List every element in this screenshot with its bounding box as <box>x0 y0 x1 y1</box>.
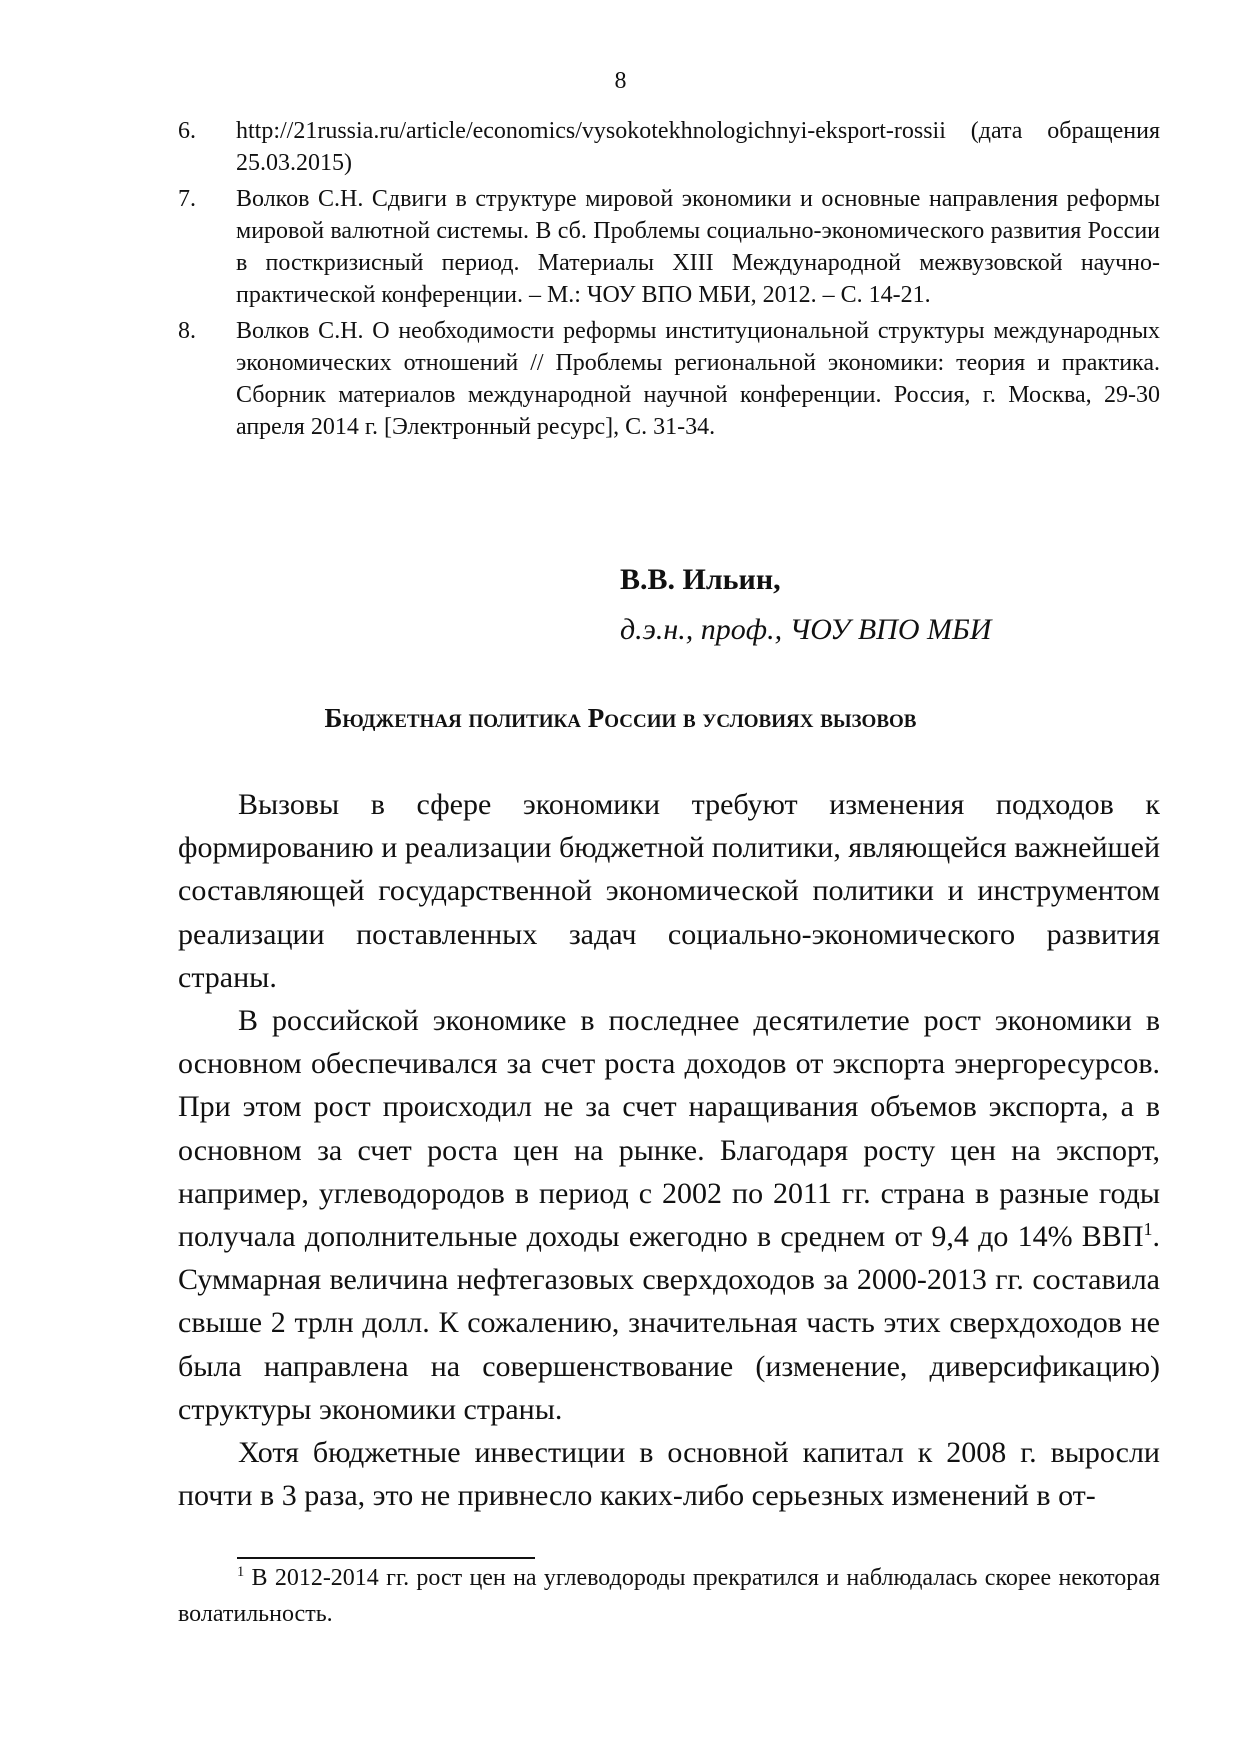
paragraph: Вызовы в сфере экономики требуют изменения подходов к формированию и реализации бюджетной политики, являющейся важнейшей составляющей государственной экономической политики и инструментом реализации поставленных задач социально-экономического развития страны. <box>178 788 1160 994</box>
footnote-text: В 2012-2014 гг. рост цен на углеводороды прекратился и наблюдалась скорее некоторая волатильность. <box>178 1565 1160 1627</box>
reference-text: http://21russia.ru/article/economics/vysokotekhnologichnyi-eksport-rossii (дата обращения 25.03.2015) <box>236 118 1160 176</box>
reference-number: 7. <box>178 186 196 212</box>
paragraph-text: . Суммарная величина нефтегазовых сверхдоходов за 2000-2013 гг. составила свыше 2 трлн долл. К сожалению, значительная часть этих сверхдоходов не была направлена на совершенствование (изменение, диверсификацию) структуры экономики страны. <box>178 1220 1160 1426</box>
page-number: 8 <box>614 68 627 94</box>
reference-list <box>178 115 1160 447</box>
footnote-marker: 1 <box>237 1564 245 1580</box>
reference-item <box>178 183 1160 311</box>
article-body <box>178 783 1160 1517</box>
paragraph: Хотя бюджетные инвестиции в основной капитал к 2008 г. выросли почти в 3 раза, это не привнесло каких-либо серьезных изменений в от- <box>178 1436 1160 1513</box>
reference-number: 6. <box>178 118 196 144</box>
footnote-reference: 1 <box>1143 1219 1153 1240</box>
paragraph-text: В российской экономике в последнее десятилетие рост экономики в основном обеспечивался за счет роста доходов от экспорта энергоресурсов. При этом рост происходил не за счет наращивания объемов экспорта, а в основном за счет роста цен на рынке. Благодаря росту цен на экспорт, например, углеводородов в период с 2002 по 2011 гг. страна в разные годы получала дополнительные доходы ежегодно в среднем от 9,4 до 14% ВВП <box>178 1004 1160 1254</box>
reference-text: Волков С.Н. Сдвиги в структуре мировой экономики и основные направления реформы мировой валютной системы. В сб. Проблемы социально-экономического развития России в посткризисный период. Материалы XIII Международной межвузовской научно-практической конференции. – М.: ЧОУ ВПО МБИ, 2012. – С. 14-21. <box>236 186 1160 308</box>
article-title: Бюджетная политика России в условиях вызовов <box>324 703 917 733</box>
paragraph <box>178 999 1160 1431</box>
reference-item <box>178 315 1160 443</box>
author-affiliation: д.э.н., проф., ЧОУ ВПО МБИ <box>620 613 992 646</box>
reference-number: 8. <box>178 318 196 344</box>
footnote-separator <box>237 1557 535 1559</box>
author-name: В.В. Ильин, <box>620 563 781 596</box>
reference-item <box>178 115 1160 179</box>
reference-text: Волков С.Н. О необходимости реформы институциональной структуры международных экономических отношений // Проблемы региональной экономики: теория и практика. Сборник материалов международной научной конференции. Россия, г. Москва, 29-30 апреля 2014 г. [Электронный ресурс], С. 31-34. <box>236 318 1160 440</box>
footnote <box>178 1560 1160 1632</box>
